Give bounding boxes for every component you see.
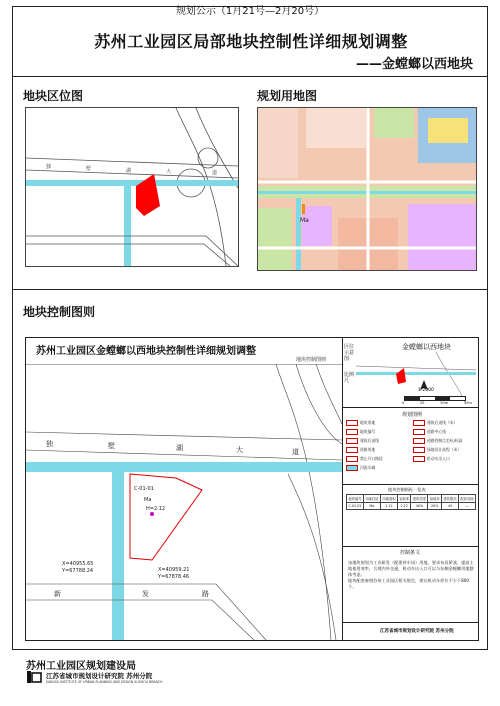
river-branch: [124, 184, 131, 266]
legend-item: [346, 429, 411, 435]
location-map-label: 地块区位图: [23, 89, 84, 103]
legend-label: 道路控制点坐标/标高: [427, 438, 463, 443]
road-char: 湖: [126, 168, 132, 174]
clauses: [348, 560, 474, 590]
road-edge: [26, 158, 238, 166]
index-table: [346, 494, 476, 510]
coordinate: X=40955.65: [62, 561, 94, 567]
site-marker: [302, 204, 305, 214]
legend-swatch: [413, 429, 425, 435]
legend-swatch: [346, 456, 358, 462]
footer-inst: 江苏省城市规划设计研究院 苏州分院: [46, 672, 153, 680]
landuse-block: [258, 108, 298, 178]
ramp: [196, 108, 238, 188]
green-block: [374, 108, 414, 138]
panel-divider: [342, 338, 343, 640]
notice-period: 规划公示（1月21号—2月20号）: [175, 6, 325, 17]
table-row: [347, 503, 476, 510]
legend-label: 建筑后退线（米）: [427, 420, 458, 425]
location-map-svg: [26, 108, 238, 266]
road-edge: [26, 600, 254, 640]
legend-swatch: [346, 447, 358, 453]
road-edge: [26, 236, 238, 266]
scale-text: 1:2000: [418, 388, 434, 393]
table-header-cell: 用地性质: [363, 495, 380, 503]
clause-item: 地块配套参照苏州工业园区相关规定，建议机动车停位不少于800个。: [348, 578, 470, 589]
legend: [346, 420, 478, 471]
river-branch: [112, 470, 124, 640]
road-char: 湖: [176, 444, 183, 452]
road-char: 大: [236, 446, 243, 454]
legend-swatch: [413, 420, 425, 426]
legend-swatch: [346, 438, 358, 444]
legend-swatch: [346, 465, 358, 471]
table-cell: Ma: [363, 503, 380, 510]
legend-item: [413, 438, 478, 444]
sheet-title: 苏州工业园区金螳螂以西地块控制性详细规划调整: [36, 346, 256, 357]
index-title: 金螳螂以西地块: [402, 343, 451, 351]
legend-label: 河流水域: [360, 465, 376, 470]
legend-item: [346, 438, 411, 444]
notice-board: [12, 6, 488, 650]
legend-label: 地块用地: [360, 420, 376, 425]
road-char: 独: [46, 164, 52, 170]
landuse-map: [257, 107, 477, 271]
road-char: 道: [212, 170, 218, 176]
legend-label: 道路用地: [360, 447, 376, 452]
control-sheet: [25, 337, 479, 641]
ramp: [316, 364, 342, 424]
ramp: [296, 364, 342, 444]
ramp: [276, 364, 331, 640]
table-header-cell: 容积率: [397, 495, 411, 503]
legend-item: [346, 420, 411, 426]
location-map: [25, 107, 239, 267]
scale-tick: 0: [402, 401, 405, 405]
side-label: 区位示意图: [344, 344, 355, 362]
table-cell: 2.12: [397, 503, 411, 510]
legend-item: [346, 447, 411, 453]
table-header-row: [347, 495, 476, 503]
legend-item: [346, 456, 411, 462]
scale-tick: 25: [419, 401, 425, 405]
table-header-cell: 用地面积: [380, 495, 397, 503]
scale-ticks: [402, 401, 472, 405]
table-header-cell: 建筑限高: [441, 495, 458, 503]
green-block: [258, 208, 292, 270]
yellow-block: [428, 118, 468, 143]
road-char: 道: [292, 448, 299, 456]
footer-inst-en: JIANGSU INSTITUTE OF URBAN PLANNING AND DESIGN SUZHOU BRANCH: [46, 680, 163, 684]
parcel-point: [150, 512, 154, 516]
page-subtitle: ——金螳螂以西地块: [355, 57, 473, 72]
road-char: 大: [166, 169, 172, 175]
scale-tick: 75m: [463, 401, 472, 405]
road-edge: [356, 366, 476, 370]
research-block: [408, 204, 476, 270]
control-plan: [26, 364, 342, 640]
table-header-cell: 配套设施: [458, 495, 475, 503]
table-cell: C-01-01: [348, 504, 362, 508]
landuse-block: [306, 108, 366, 148]
parcel-far: H=2.12: [146, 506, 166, 512]
coordinate: X=40959.21: [158, 567, 190, 573]
legend-swatch: [346, 420, 358, 426]
table-cell: 45: [441, 503, 458, 510]
legend-label: 地块编号: [360, 429, 376, 434]
landuse-code: Ma: [300, 217, 309, 224]
road-char: 路: [202, 590, 209, 598]
sheet-subtitle: 地块控制图则: [296, 357, 327, 363]
legend-item: [413, 420, 478, 426]
legend-swatch: [346, 429, 358, 435]
table-cell: —: [458, 503, 475, 510]
legend-title: 规划图例: [402, 412, 423, 418]
coordinate: Y=67788.24: [62, 568, 94, 574]
landuse-map-svg: [258, 108, 476, 270]
landuse-river-branch: [296, 198, 301, 270]
legend-item: [413, 429, 478, 435]
title-divider: [13, 76, 487, 77]
clause-item: 该地块规划为工业研发（配建停车场）用地，要求布局紧凑，提高土地使用效率，合理内外交通，机动车出入口可以与东侧金螳螂用地整体考虑。: [348, 560, 474, 577]
road-char: 墅: [108, 442, 115, 450]
side-label: 比例尺: [344, 372, 355, 384]
table-cell: 20%: [428, 503, 442, 510]
legend-item: [413, 447, 478, 453]
panel-divider: [343, 484, 479, 485]
table-title: 地块控制指标一览表: [388, 487, 426, 492]
control-map-label: 地块控制图则: [23, 305, 96, 319]
panel-divider: [343, 546, 479, 547]
scale-tick: 50m: [440, 401, 449, 405]
river: [26, 462, 342, 472]
ramp: [176, 108, 226, 266]
panel-divider: [343, 407, 479, 408]
coordinate: Y=67878.46: [158, 574, 190, 580]
table-cell: 40%: [411, 503, 428, 510]
clauses-title: 控制条文: [400, 550, 421, 556]
legend-swatch: [413, 456, 425, 462]
river: [26, 180, 238, 186]
legend-label: 道路中心线: [427, 429, 446, 434]
logo-shape: [27, 671, 31, 683]
page-title: 苏州工业园区局部地块控制性详细规划调整: [94, 32, 408, 51]
legend-swatch: [413, 447, 425, 453]
river: [356, 372, 476, 375]
landuse-map-label: 规划用地图: [257, 89, 318, 103]
road-edge: [26, 432, 342, 440]
legend-item: [413, 456, 478, 462]
legend-item: [346, 465, 411, 471]
institute-logo: [26, 670, 42, 684]
legend-label: 建筑后退线: [360, 438, 379, 443]
legend-swatch: [413, 438, 425, 444]
table-cell: 1.12: [380, 503, 397, 510]
road-char: 发: [142, 590, 149, 598]
legend-label: 机动车出入口: [427, 456, 450, 461]
logo-shape: [32, 673, 41, 682]
road-char: 墅: [86, 166, 92, 172]
section-divider: [13, 289, 487, 290]
research-block: [302, 206, 332, 246]
footer-org: 苏州工业园区规划建设局: [26, 661, 136, 672]
road-char: 独: [46, 440, 53, 448]
table-header-cell: 地块编号: [347, 495, 364, 503]
parcel-code: C-01-01: [134, 486, 154, 492]
road-char: 新: [54, 590, 61, 598]
legend-label: 绿地设计高程（米）: [427, 447, 462, 452]
legend-label: 禁止开口路段: [360, 456, 383, 461]
table-header-cell: 建筑密度: [411, 495, 428, 503]
parcel-use: Ma: [144, 497, 152, 503]
sheet-footer: 江苏省城市规划设计研究院 苏州分院: [380, 629, 454, 634]
panel-divider: [343, 622, 479, 623]
table-header-cell: 绿地率: [428, 495, 442, 503]
